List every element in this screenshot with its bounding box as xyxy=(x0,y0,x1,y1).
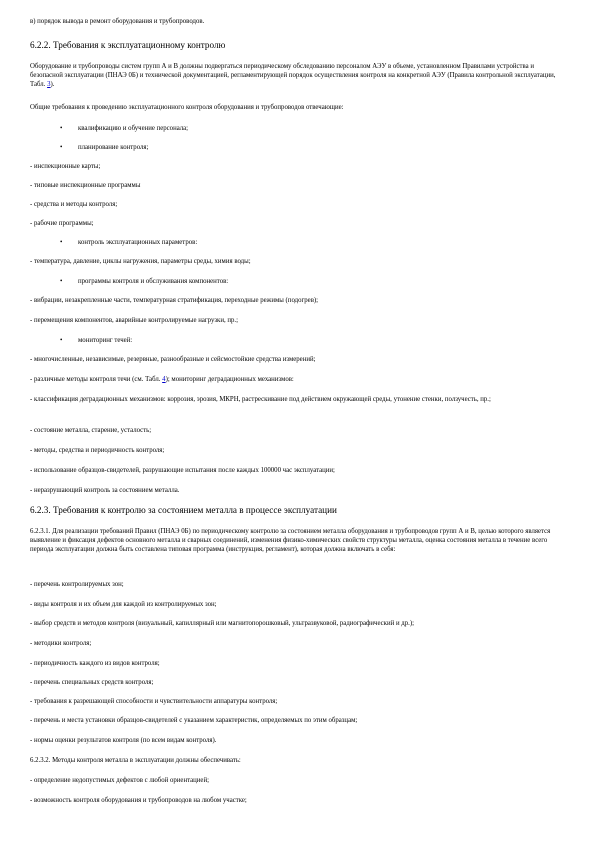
paragraph: - возможность контроля оборудования и трубопроводов на любом участке; xyxy=(30,797,247,804)
paragraph: Общие требования к проведению эксплуатационного контроля оборудования и трубопроводов отвечающие: xyxy=(30,104,344,111)
section-heading: 6.2.3. Требования к контролю за состоянием металла в процессе эксплуатации xyxy=(30,505,337,515)
paragraph: - перемещения компонентов, аварийные контролируемые нагрузки, пр.; xyxy=(30,317,238,324)
table-reference-link[interactable]: 4 xyxy=(162,376,166,383)
paragraph: - классификация деградационных механизмов: коррозия, эрозия, МКРН, растрескивание под действием окружающей среды, утонение стенки, ползучесть, пр.; xyxy=(30,396,491,403)
paragraph xyxy=(30,62,565,89)
bullet-text: планирование контроля; xyxy=(78,144,149,151)
paragraph: - периодичность каждого из видов контроля; xyxy=(30,660,160,667)
paragraph-text: ). xyxy=(50,81,55,88)
paragraph: - вибрации, незакрепленные части, температурная стратификация, переходные режимы (подогрев); xyxy=(30,297,319,304)
paragraph: - методики контроля; xyxy=(30,640,92,647)
bullet-icon: • xyxy=(60,239,63,246)
paragraph: - использование образцов-свидетелей, разрушающие испытания после каждых 100000 час эксплуатации; xyxy=(30,467,335,474)
paragraph: 6.2.3.1. Для реализации требований Правил (ПНАЭ 0Б) по периодическому контролю за состоянием металла оборудования и трубопроводов групп А и В, целью которого является выявление и фиксация дефектов основного металла и сварных соединений, изменения физико-химических свойств структуры металла, оценка состояния металла в течение всего периода эксплуатации должна быть составлена типовая программа (инструкция, регламент), которая должна включать в себя: xyxy=(30,528,551,553)
table-reference-link[interactable]: 3 xyxy=(47,81,51,88)
paragraph: - методы, средства и периодичность контроля; xyxy=(30,447,165,454)
bullet-text: контроль эксплуатационных параметров: xyxy=(78,239,198,246)
paragraph: - рабочие программы; xyxy=(30,220,94,227)
paragraph-text: - различные методы контроля течи (см. Табл. xyxy=(30,376,163,383)
paragraph: - средства и методы контроля; xyxy=(30,201,118,208)
paragraph: - типовые инспекционные программы xyxy=(30,182,141,189)
paragraph: в) порядок вывода в ремонт оборудования и трубопроводов. xyxy=(30,18,205,25)
paragraph: - выбор средств и методов контроля (визуальный, капиллярный или магнитопорошковый, ультразвуковой, радиографический и др.); xyxy=(30,620,415,627)
paragraph: - неразрушающий контроль за состоянием металла. xyxy=(30,487,180,494)
paragraph: - перечень специальных средств контроля; xyxy=(30,679,154,686)
paragraph: - температура, давление, циклы нагружения, параметры среды, химия воды; xyxy=(30,258,251,265)
bullet-icon: • xyxy=(60,278,63,285)
paragraph-text: ); мониторинг деградационных механизмов: xyxy=(165,376,294,383)
bullet-icon: • xyxy=(60,337,63,344)
paragraph xyxy=(30,375,565,384)
paragraph: - перечень контролируемых зон; xyxy=(30,581,124,588)
paragraph: - требования к разрешающей способности и чувствительности аппаратуры контроля; xyxy=(30,698,278,705)
bullet-icon: • xyxy=(60,144,63,151)
paragraph: 6.2.3.2. Методы контроля металла в эксплуатации должны обеспечивать: xyxy=(30,757,241,764)
paragraph: - состояние металла, старение, усталость; xyxy=(30,427,152,434)
paragraph: - инспекционные карты; xyxy=(30,163,101,170)
bullet-text: мониторинг течей: xyxy=(78,337,133,344)
bullet-text: квалификацию и обучение персонала; xyxy=(78,125,189,132)
paragraph: - определение недопустимых дефектов с любой ориентацией; xyxy=(30,777,209,784)
paragraph-text: Оборудование и трубопроводы систем групп А и В должны подвергаться периодическому обследованию персоналом АЭУ в объеме, установленном Правилами устройства и безопасной эксплуатации (ПНАЭ 0Б) и технической документацией, регламентирующей порядок осуществления контроля на конкретной АЭУ (Правила контрольной эксплуатации, Табл. xyxy=(30,63,556,88)
paragraph: - нормы оценки результатов контроля (по всем видам контроля). xyxy=(30,737,217,744)
paragraph: - многочисленные, независимые, резервные, разнообразные и сейсмостойкие средства измерений; xyxy=(30,356,316,363)
bullet-text: программы контроля и обслуживания компонентов: xyxy=(78,278,229,285)
paragraph: - виды контроля и их объем для каждой из контролируемых зон; xyxy=(30,601,217,608)
section-heading: 6.2.2. Требования к эксплуатационному контролю xyxy=(30,40,226,50)
bullet-icon: • xyxy=(60,125,63,132)
paragraph: - перечень и места установки образцов-свидетелей с указанием характеристик, определяемых по этим образцам; xyxy=(30,717,358,724)
